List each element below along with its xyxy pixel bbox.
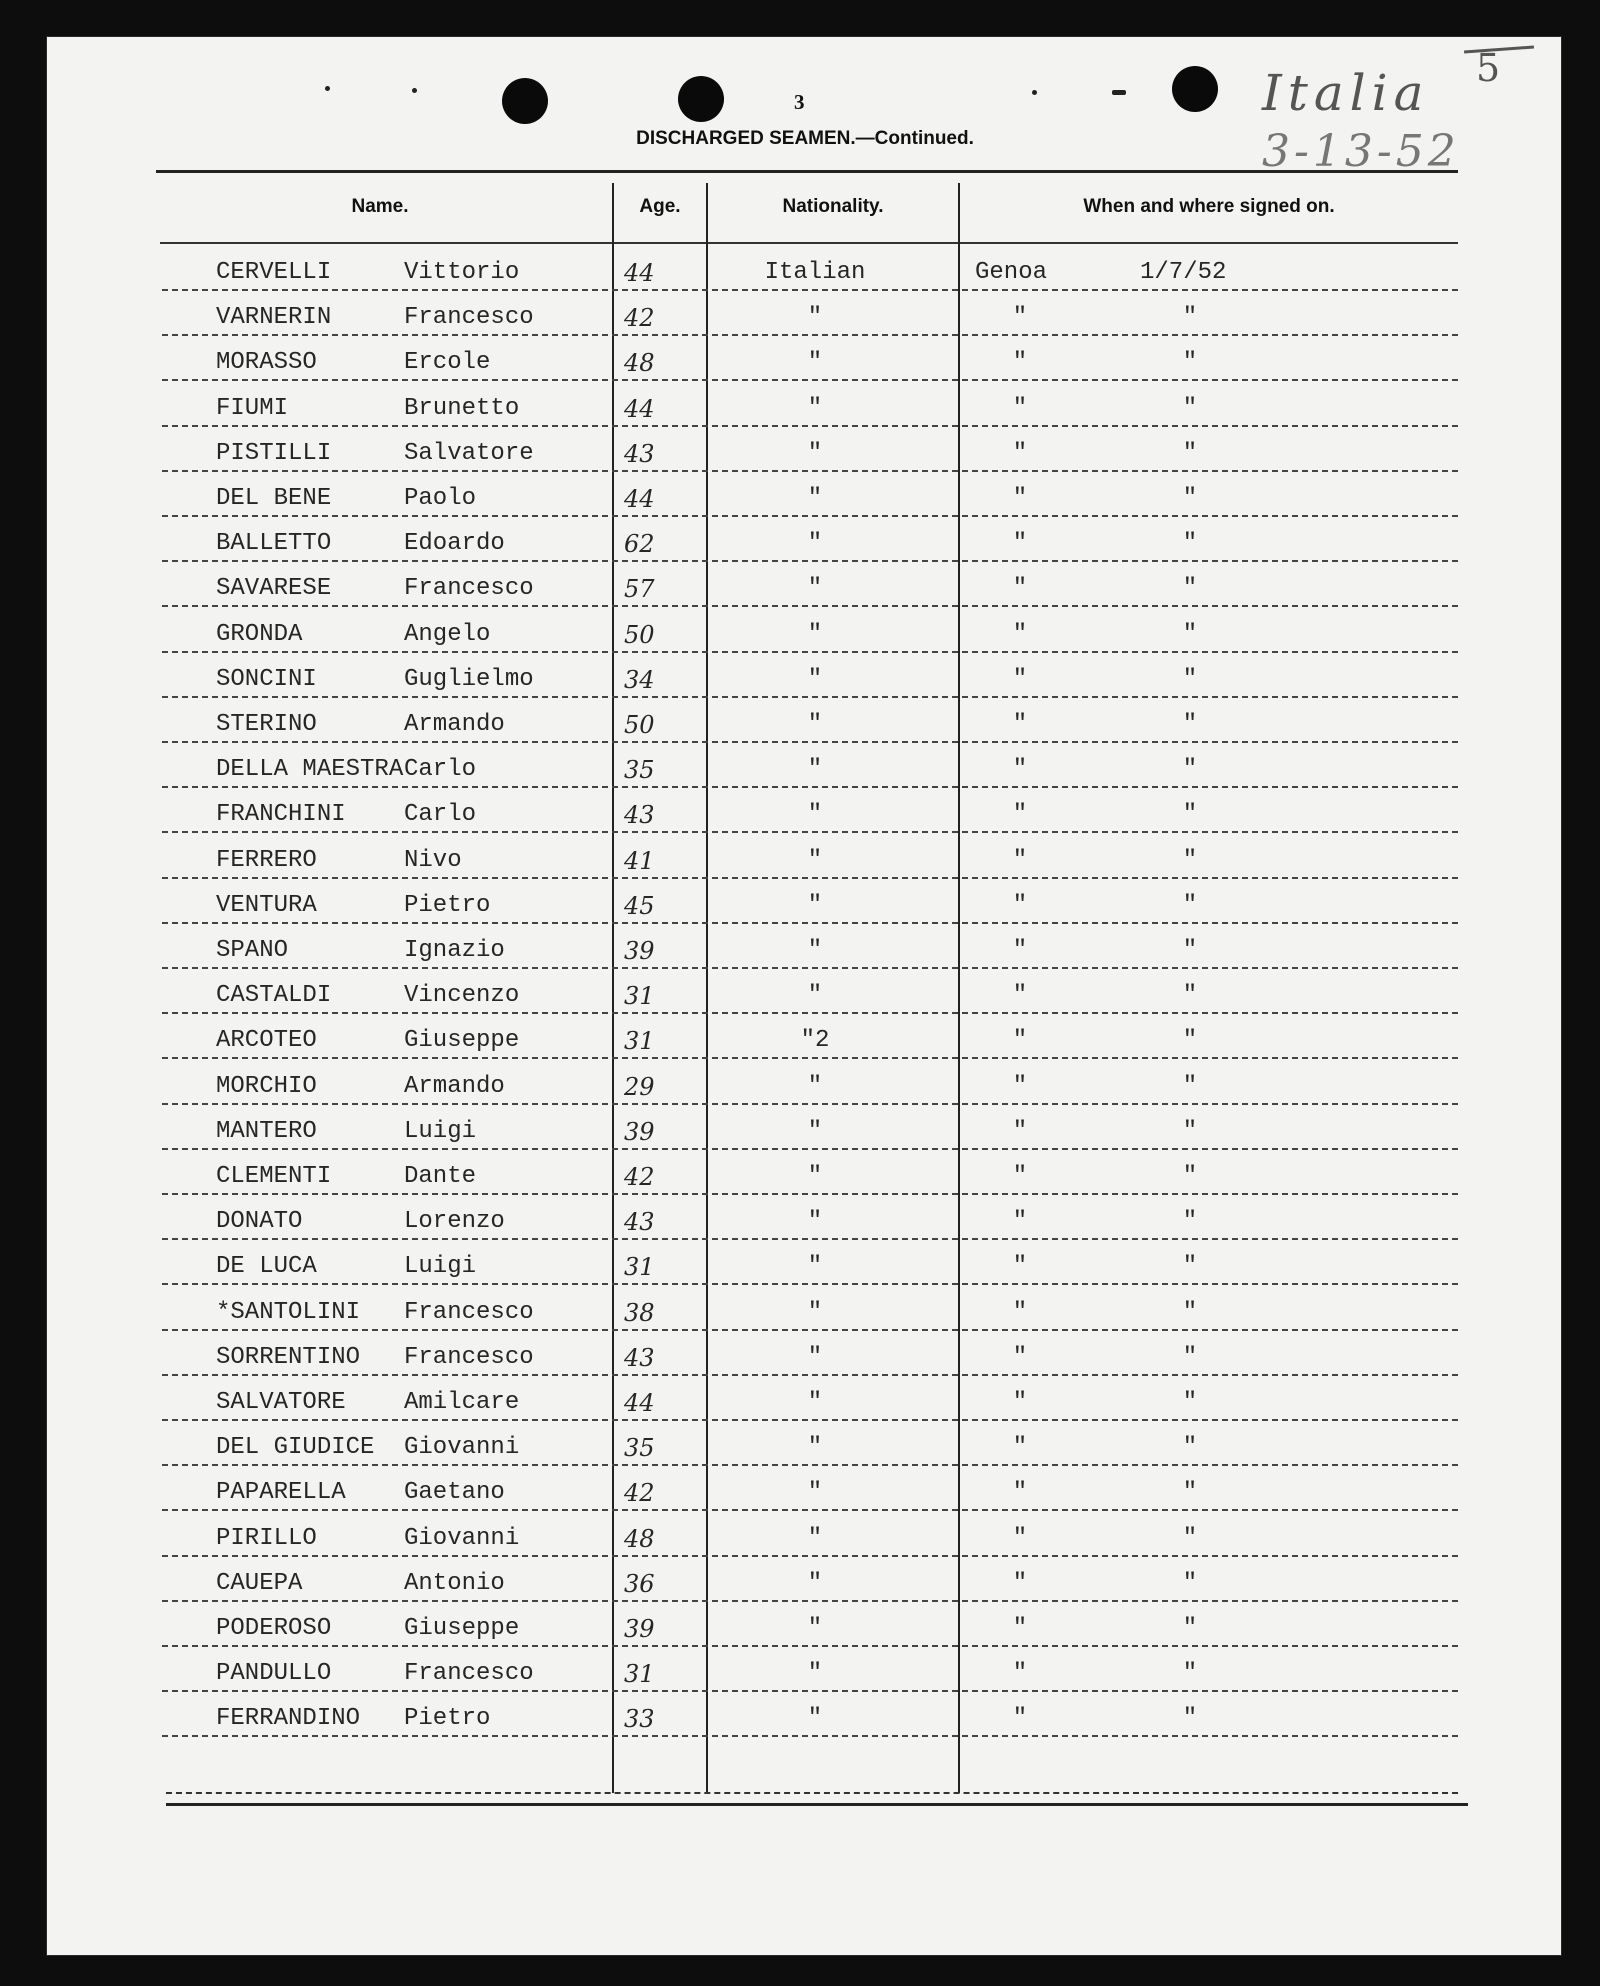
table-top-rule [156,170,1458,173]
signed-on-port: " [1012,1208,1028,1236]
handwritten-date: 3-13-52 [1262,126,1460,177]
table-bottom-rule-dashed [166,1792,1458,1794]
given-name: Pietro [404,1705,491,1733]
signed-on-date: " [1182,1072,1198,1100]
row-dotted-line [162,1193,1458,1195]
signed-on-port: " [1012,1434,1028,1462]
table-row [0,839,1600,884]
nationality: " [807,1208,823,1236]
row-dotted-line [162,877,1458,879]
age: 39 [624,1615,655,1643]
given-name: Brunetto [404,394,520,422]
nationality: " [807,891,823,919]
signed-on-date: " [1182,1569,1198,1597]
age: 33 [624,1705,655,1734]
signed-on-port: " [1012,982,1028,1010]
nationality: " [807,846,823,874]
given-name: Pietro [404,891,491,919]
table-row [0,1471,1600,1516]
age: 43 [624,801,655,830]
table-row [0,1517,1600,1562]
row-dotted-line [162,379,1458,381]
nationality: " [807,1434,823,1462]
signed-on-date: " [1182,1298,1198,1326]
given-name: Salvatore [404,439,534,467]
age: 48 [624,349,655,378]
signed-on-date: " [1182,1660,1198,1688]
speck [412,88,417,93]
table-row [0,432,1600,477]
age: 39 [624,1117,655,1146]
surname: CAUEPA [216,1569,303,1597]
table-row [0,748,1600,793]
age: 35 [624,1434,655,1463]
nationality: " [807,1298,823,1326]
age: 41 [624,846,655,875]
speck [1112,90,1126,95]
table-row [0,1607,1600,1652]
handwritten-country: Italia [1262,64,1430,122]
signed-on-port: " [1012,937,1028,964]
age: 43 [624,1208,655,1237]
surname: DEL GIUDICE [216,1434,375,1462]
nationality: " [807,620,823,648]
surname: SALVATORE [216,1389,346,1416]
nationality: " [807,1524,823,1552]
signed-on-port: " [1012,1027,1028,1055]
table-row [0,387,1600,432]
nationality: " [807,530,823,558]
row-dotted-line [162,696,1458,698]
surname: MANTERO [216,1117,317,1145]
row-dotted-line [162,605,1458,607]
row-dotted-line [162,425,1458,427]
given-name: Luigi [404,1253,477,1281]
row-dotted-line [162,1057,1458,1059]
table-row [0,658,1600,703]
signed-on-date: " [1182,937,1198,964]
punch-hole-center [678,76,724,122]
row-dotted-line [162,560,1458,562]
surname: CLEMENTI [216,1163,332,1190]
nationality: " [807,756,823,784]
given-name: Carlo [404,801,477,829]
given-name: Dante [404,1163,477,1190]
age: 31 [624,982,655,1011]
given-name: Angelo [404,620,491,648]
nationality: " [807,1072,823,1100]
age: 42 [624,1163,655,1191]
surname: STERINO [216,711,317,738]
given-name: Giuseppe [404,1615,520,1642]
signed-on-port: " [1012,1072,1028,1100]
surname: FIUMI [216,394,289,422]
signed-on-date: " [1182,756,1198,784]
signed-on-port: " [1012,394,1028,422]
given-name: Francesco [404,1343,534,1371]
given-name: Paolo [404,485,477,512]
nationality: "2 [800,1027,830,1055]
table-row [0,251,1600,296]
given-name: Francesco [404,1298,534,1326]
table-row [0,296,1600,341]
signed-on-date: " [1182,304,1198,332]
header-bottom-rule [160,242,1458,244]
surname: PANDULLO [216,1660,332,1688]
nationality: Italian [764,259,866,286]
signed-on-date: " [1182,1389,1198,1416]
signed-on-date: " [1182,1343,1198,1371]
signed-on-port: " [1012,439,1028,467]
signed-on-date: " [1182,1615,1198,1642]
row-dotted-line [162,967,1458,969]
row-dotted-line [162,1600,1458,1602]
surname: PODEROSO [216,1615,332,1642]
row-dotted-line [162,1645,1458,1647]
given-name: Giuseppe [404,1027,520,1055]
row-dotted-line [162,1012,1458,1014]
signed-on-date: " [1182,394,1198,422]
page-number: 3 [794,90,805,114]
nationality: " [807,1253,823,1281]
age: 43 [624,1343,655,1372]
nationality: " [807,1660,823,1688]
surname: DELLA MAESTRA [216,756,404,784]
row-dotted-line [162,1283,1458,1285]
given-name: Ignazio [404,937,505,964]
nationality: " [807,982,823,1010]
table-row [0,567,1600,612]
table-row [0,1110,1600,1155]
signed-on-port: " [1012,485,1028,512]
row-dotted-line [162,470,1458,472]
surname: CASTALDI [216,982,332,1010]
table-row [0,929,1600,974]
row-dotted-line [162,922,1458,924]
surname: SORRENTINO [216,1343,361,1371]
surname: DEL BENE [216,485,332,512]
table-row [0,1426,1600,1471]
signed-on-date: " [1182,665,1198,693]
nationality: " [807,304,823,332]
surname: BALLETTO [216,530,332,558]
age: 45 [624,891,655,920]
table-row [0,477,1600,522]
surname: DE LUCA [216,1253,317,1281]
age: 31 [624,1253,655,1282]
given-name: Lorenzo [404,1208,505,1236]
given-name: Nivo [404,846,462,874]
column-header-signed-on: When and where signed on. [1083,196,1335,217]
surname: SONCINI [216,665,317,693]
signed-on-date: " [1182,1253,1198,1281]
surname: SAVARESE [216,575,332,603]
given-name: Vittorio [404,259,520,286]
table-row [0,974,1600,1019]
row-dotted-line [162,1419,1458,1421]
signed-on-port: " [1012,1705,1028,1733]
signed-on-port: " [1012,1569,1028,1597]
signed-on-date: 1/7/52 [1140,259,1227,286]
surname: GRONDA [216,620,303,648]
nationality: " [807,1389,823,1416]
signed-on-port: " [1012,711,1028,738]
nationality: " [807,1569,823,1597]
column-header-nationality: Nationality. [782,196,884,217]
age: 57 [624,575,655,604]
nationality: " [807,575,823,603]
signed-on-port: " [1012,530,1028,558]
age: 44 [624,485,655,513]
nationality: " [807,394,823,422]
table-row [0,703,1600,748]
table-row [0,1155,1600,1200]
table-row [0,793,1600,838]
nationality: " [807,801,823,829]
nationality: " [807,1163,823,1190]
signed-on-port: " [1012,1163,1028,1190]
handwritten-number: 5 [1476,46,1501,90]
signed-on-date: " [1182,1163,1198,1190]
signed-on-port: " [1012,1343,1028,1371]
surname: DONATO [216,1208,303,1236]
row-dotted-line [162,1103,1458,1105]
age: 29 [624,1072,655,1101]
row-dotted-line [162,334,1458,336]
row-dotted-line [162,831,1458,833]
table-row [0,884,1600,929]
signed-on-port: " [1012,1253,1028,1281]
nationality: " [807,937,823,964]
surname: PIRILLO [216,1524,317,1552]
signed-on-port: " [1012,891,1028,919]
age: 34 [624,665,655,694]
nationality: " [807,1705,823,1733]
signed-on-port: " [1012,756,1028,784]
row-dotted-line [162,1238,1458,1240]
age: 50 [624,620,655,649]
signed-on-date: " [1182,620,1198,648]
surname: MORCHIO [216,1072,317,1100]
signed-on-date: " [1182,349,1198,377]
signed-on-port: Genoa [975,259,1048,286]
age: 31 [624,1027,655,1056]
given-name: Giovanni [404,1434,520,1462]
surname: SPANO [216,937,289,964]
signed-on-date: " [1182,711,1198,738]
nationality: " [807,485,823,512]
table-bottom-rule [166,1803,1468,1806]
age: 38 [624,1298,655,1327]
surname: PISTILLI [216,439,332,467]
table-row [0,1245,1600,1290]
given-name: Gaetano [404,1479,505,1507]
age: 39 [624,937,655,965]
signed-on-date: " [1182,1524,1198,1552]
table-row [0,1291,1600,1336]
row-dotted-line [162,651,1458,653]
signed-on-date: " [1182,1117,1198,1145]
signed-on-date: " [1182,1479,1198,1507]
row-dotted-line [162,1374,1458,1376]
signed-on-port: " [1012,1660,1028,1688]
given-name: Edoardo [404,530,505,558]
age: 43 [624,439,655,468]
age: 36 [624,1569,655,1598]
nationality: " [807,1117,823,1145]
surname: CERVELLI [216,259,332,286]
table-row [0,1336,1600,1381]
signed-on-date: " [1182,891,1198,919]
age: 42 [624,304,655,333]
row-dotted-line [162,741,1458,743]
nationality: " [807,1343,823,1371]
signed-on-port: " [1012,801,1028,829]
signed-on-port: " [1012,1615,1028,1642]
given-name: Giovanni [404,1524,520,1552]
row-dotted-line [162,289,1458,291]
given-name: Francesco [404,304,534,332]
given-name: Carlo [404,756,477,784]
signed-on-date: " [1182,439,1198,467]
given-name: Guglielmo [404,665,534,693]
nationality: " [807,711,823,738]
age: 44 [624,394,655,423]
signed-on-date: " [1182,1434,1198,1462]
row-dotted-line [162,1690,1458,1692]
given-name: Francesco [404,1660,534,1688]
nationality: " [807,665,823,693]
surname: MORASSO [216,349,317,377]
row-dotted-line [162,1464,1458,1466]
nationality: " [807,439,823,467]
row-dotted-line [162,1148,1458,1150]
signed-on-port: " [1012,1479,1028,1507]
surname: VENTURA [216,891,317,919]
table-row [0,522,1600,567]
given-name: Armando [404,1072,505,1100]
surname: PAPARELLA [216,1479,346,1507]
signed-on-port: " [1012,1524,1028,1552]
punch-hole-left [502,78,548,124]
row-dotted-line [162,786,1458,788]
speck [1032,90,1037,95]
table-row [0,1200,1600,1245]
given-name: Luigi [404,1117,477,1145]
signed-on-date: " [1182,801,1198,829]
signed-on-date: " [1182,530,1198,558]
age: 44 [624,1389,655,1417]
signed-on-port: " [1012,620,1028,648]
age: 48 [624,1524,655,1553]
signed-on-port: " [1012,1298,1028,1326]
signed-on-date: " [1182,1208,1198,1236]
signed-on-port: " [1012,1117,1028,1145]
signed-on-port: " [1012,846,1028,874]
age: 44 [624,259,655,287]
table-row [0,1019,1600,1064]
signed-on-date: " [1182,1705,1198,1733]
signed-on-port: " [1012,575,1028,603]
page-title: DISCHARGED SEAMEN.—Continued. [636,128,974,149]
row-dotted-line [162,1555,1458,1557]
given-name: Antonio [404,1569,505,1597]
punch-hole-right [1172,66,1218,112]
signed-on-date: " [1182,575,1198,603]
column-header-age: Age. [639,196,681,217]
table-row [0,1065,1600,1110]
nationality: " [807,1615,823,1642]
signed-on-date: " [1182,846,1198,874]
signed-on-date: " [1182,485,1198,512]
given-name: Armando [404,711,505,738]
signed-on-port: " [1012,665,1028,693]
given-name: Ercole [404,349,491,377]
age: 35 [624,756,655,785]
nationality: " [807,349,823,377]
surname: ARCOTEO [216,1027,317,1055]
surname: FRANCHINI [216,801,346,829]
signed-on-date: " [1182,1027,1198,1055]
table-row [0,1652,1600,1697]
signed-on-port: " [1012,349,1028,377]
given-name: Amilcare [404,1389,520,1416]
given-name: Vincenzo [404,982,520,1010]
surname: *SANTOLINI [216,1298,361,1326]
age: 50 [624,711,655,739]
row-dotted-line [162,1735,1458,1737]
given-name: Francesco [404,575,534,603]
table-row [0,1562,1600,1607]
table-row [0,1381,1600,1426]
table-row [0,613,1600,658]
row-dotted-line [162,1329,1458,1331]
age: 42 [624,1479,655,1508]
age: 62 [624,530,655,559]
row-dotted-line [162,515,1458,517]
surname: FERRANDINO [216,1705,361,1733]
row-dotted-line [162,1509,1458,1511]
signed-on-port: " [1012,1389,1028,1416]
table-row [0,341,1600,386]
age: 31 [624,1660,655,1689]
speck [325,86,330,91]
column-header-name: Name. [351,196,409,217]
nationality: " [807,1479,823,1507]
table-row [0,1697,1600,1742]
signed-on-port: " [1012,304,1028,332]
signed-on-date: " [1182,982,1198,1010]
surname: FERRERO [216,846,317,874]
surname: VARNERIN [216,304,332,332]
